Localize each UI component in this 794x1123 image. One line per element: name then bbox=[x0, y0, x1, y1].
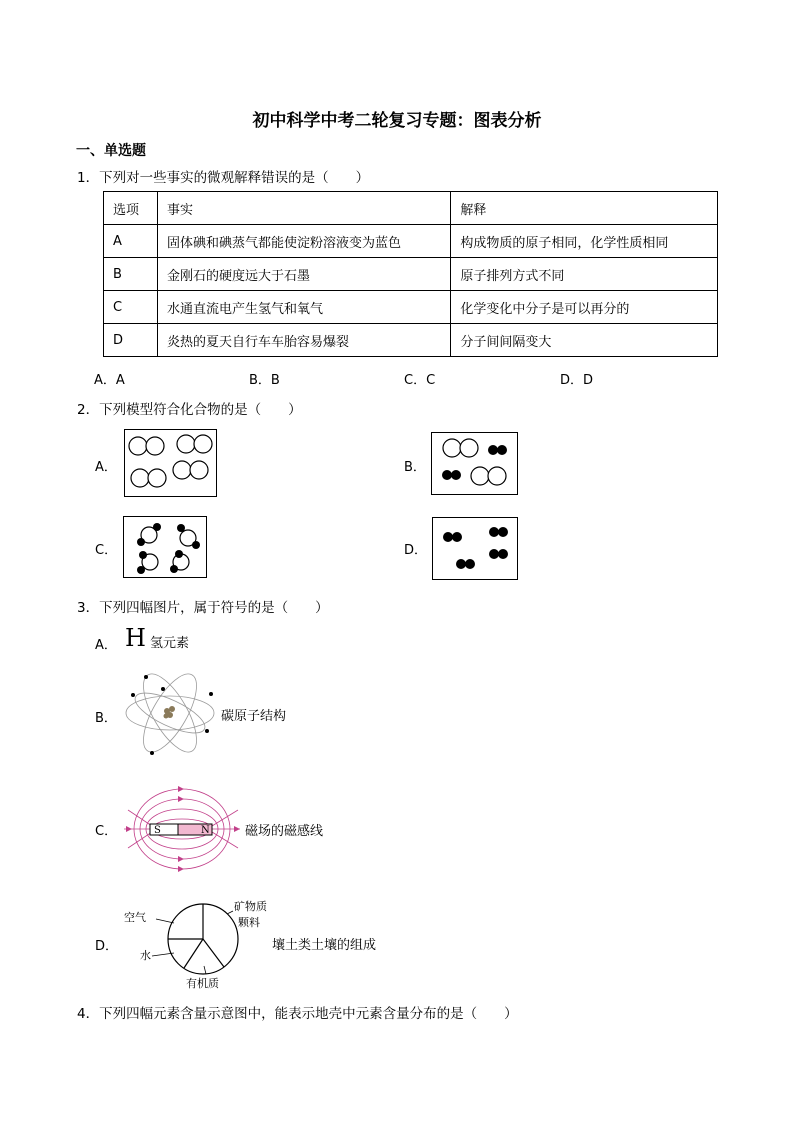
caption-soil-composition: 壤土类土壤的组成 bbox=[272, 938, 377, 953]
option-a[interactable]: A．A bbox=[94, 373, 125, 388]
magnetic-field-diagram bbox=[124, 780, 242, 880]
soil-composition-pie bbox=[120, 895, 280, 990]
label-water: 水 bbox=[140, 949, 151, 962]
molecule-diagram-d bbox=[433, 518, 517, 579]
molecule-model-a[interactable] bbox=[124, 429, 217, 497]
question-1-table bbox=[103, 191, 718, 357]
table-cell: 炎热的夏天自行车车胎容易爆裂 bbox=[157, 324, 450, 357]
molecule-diagram-c bbox=[124, 517, 206, 577]
table-row bbox=[104, 258, 718, 291]
table-cell: D bbox=[104, 324, 158, 357]
table-cell: 化学变化中分子是可以再分的 bbox=[451, 291, 718, 324]
molecule-model-b[interactable] bbox=[431, 432, 518, 495]
option-c[interactable]: C．C bbox=[404, 373, 436, 388]
label-air: 空气 bbox=[124, 911, 146, 924]
option-c-label[interactable]: C． bbox=[95, 824, 118, 839]
table-cell: 固体碘和碘蒸气都能使淀粉溶液变为蓝色 bbox=[157, 225, 450, 258]
caption-carbon-atom: 碳原子结构 bbox=[221, 709, 287, 724]
table-header-cell: 解释 bbox=[451, 192, 718, 225]
molecule-model-d[interactable] bbox=[432, 517, 518, 580]
option-b-label[interactable]: B． bbox=[404, 460, 426, 475]
caption-hydrogen: 氢元素 bbox=[150, 636, 190, 651]
molecule-model-c[interactable] bbox=[123, 516, 207, 578]
label-mineral: 矿物质 bbox=[234, 900, 267, 913]
table-row bbox=[104, 225, 718, 258]
option-d-label[interactable]: D． bbox=[95, 939, 119, 954]
option-a-label[interactable]: A． bbox=[95, 460, 117, 475]
table-cell: 金刚石的硬度远大于石墨 bbox=[157, 258, 450, 291]
molecule-diagram-b bbox=[432, 433, 517, 494]
question-1-stem: 1．下列对一些事实的微观解释错误的是（ ） bbox=[77, 170, 370, 186]
table-row bbox=[104, 324, 718, 357]
table-cell: A bbox=[104, 225, 158, 258]
option-d[interactable]: D．D bbox=[560, 373, 594, 388]
option-d-label[interactable]: D． bbox=[404, 543, 428, 558]
option-b[interactable]: B．B bbox=[249, 373, 280, 388]
question-2-stem: 2．下列模型符合化合物的是（ ） bbox=[77, 402, 302, 418]
label-organic: 有机质 bbox=[186, 977, 219, 990]
table-cell: C bbox=[104, 291, 158, 324]
table-cell: 水通直流电产生氢气和氧气 bbox=[157, 291, 450, 324]
caption-magnetic-field: 磁场的磁感线 bbox=[245, 824, 324, 839]
section-heading: 一、单选题 bbox=[76, 143, 146, 159]
table-cell: 构成物质的原子相同，化学性质相同 bbox=[451, 225, 718, 258]
table-header-cell: 选项 bbox=[104, 192, 158, 225]
page-title: 初中科学中考二轮复习专题：图表分析 bbox=[252, 111, 542, 131]
option-a-label[interactable]: A． bbox=[95, 638, 117, 653]
table-cell: B bbox=[104, 258, 158, 291]
table-header-row bbox=[104, 192, 718, 225]
molecule-diagram-a bbox=[125, 430, 216, 496]
north-pole-label: N bbox=[201, 825, 210, 836]
table-cell: 分子间间隔变大 bbox=[451, 324, 718, 357]
table-header-cell: 事实 bbox=[157, 192, 450, 225]
label-mineral-particles: 颗料 bbox=[238, 916, 260, 929]
hydrogen-symbol: H bbox=[125, 624, 146, 652]
option-c-label[interactable]: C． bbox=[95, 543, 118, 558]
question-4-stem: 4．下列四幅元素含量示意图中，能表示地壳中元素含量分布的是（ ） bbox=[77, 1006, 518, 1022]
carbon-atom-diagram bbox=[122, 668, 218, 760]
question-3-stem: 3．下列四幅图片，属于符号的是（ ） bbox=[77, 600, 329, 616]
south-pole-label: S bbox=[154, 825, 161, 836]
table-row bbox=[104, 291, 718, 324]
table-cell: 原子排列方式不同 bbox=[451, 258, 718, 291]
option-b-label[interactable]: B． bbox=[95, 711, 117, 726]
